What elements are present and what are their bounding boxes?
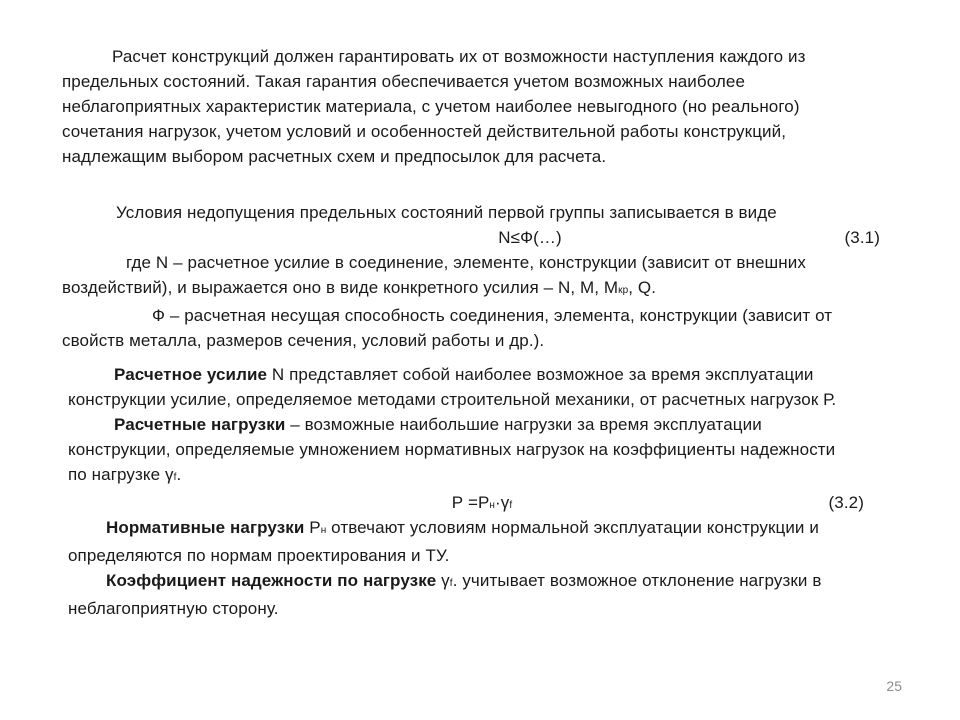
subscript-n: н <box>489 500 496 511</box>
safety-factor-line1 <box>68 568 948 596</box>
subscript-f: f <box>449 578 453 589</box>
safety-factor-line2: неблагоприятную сторону. <box>68 599 279 618</box>
formula-number-3-2: (3.2) <box>828 493 864 512</box>
n-definition-end: , Q. <box>628 278 657 297</box>
normative-loads-line1 <box>68 515 948 543</box>
normative-loads-symbol: Р <box>304 518 321 537</box>
normative-loads-text: отвечают условиям нормальной эксплуатации конструкции и <box>326 518 819 537</box>
text-line: неблагоприятных характеристик материала, с учетом наиболее невыгодного (но реального) <box>62 97 800 116</box>
term-normative-loads: Нормативные нагрузки <box>106 518 305 537</box>
formula-number-3-1: (3.1) <box>844 228 880 247</box>
subscript-f: f <box>509 500 513 511</box>
design-loads-line2: конструкции, определяемые умножением нормативных нагрузок на коэффициенты надежности <box>68 440 836 459</box>
term-design-force: Расчетное усилие <box>114 365 268 384</box>
design-force-line1 <box>68 362 948 387</box>
phi-definition-line1: Ф – расчетная несущая способность соединения, элемента, конструкции (зависит от <box>152 306 833 325</box>
design-loads-line3 <box>68 462 948 490</box>
condition-intro: Условия недопущения предельных состояний первой группы записывается в виде <box>116 203 777 222</box>
text-line: сочетания нагрузок, учетом условий и особенностей действительной работы конструкций, <box>62 122 787 141</box>
n-definition-line2 <box>62 275 922 303</box>
term-safety-factor: Коэффициент надежности по нагрузке <box>106 571 437 590</box>
formula-3-1-row <box>62 225 922 250</box>
subscript-kr: кр <box>618 285 629 296</box>
formula-3-2 <box>452 493 513 512</box>
paragraph-limit-state-condition <box>62 200 922 353</box>
formula-3-2-row <box>68 490 948 515</box>
text-line: надлежащим выбором расчетных схем и предпосылок для расчета. <box>62 147 607 166</box>
text-line: предельных состояний. Такая гарантия обеспечивается учетом возможных наиболее <box>62 72 746 91</box>
paragraph-design-guarantee <box>62 44 922 169</box>
term-design-loads: Расчетные нагрузки <box>114 415 286 434</box>
formula-3-2-dot: ·γ <box>495 493 510 512</box>
design-loads-text: – возможные наибольшие нагрузки за время эксплуатации <box>285 415 762 434</box>
design-loads-line1 <box>68 412 948 437</box>
text-line: Расчет конструкций должен гарантировать их от возможности наступления каждого из <box>112 47 806 66</box>
n-definition-line1: где N – расчетное усилие в соединение, элементе, конструкции (зависит от внешних <box>126 253 806 272</box>
n-definition-text: воздействий), и выражается оно в виде конкретного усилия – N, M, M <box>62 278 619 297</box>
design-force-text: N представляет собой наиболее возможное за время эксплуатации <box>267 365 814 384</box>
design-force-line2: конструкции усилие, определяемое методами строительной механики, от расчетных нагрузок Р. <box>68 390 837 409</box>
safety-factor-symbol: γ <box>436 571 450 590</box>
paragraph-definitions <box>68 362 948 621</box>
formula-3-1: N≤Ф(…) <box>498 228 562 247</box>
formula-3-2-lhs: Р =Р <box>451 493 490 512</box>
page-number: 25 <box>886 678 902 694</box>
design-loads-text-end: по нагрузке γ <box>68 465 174 484</box>
period: . <box>176 465 182 484</box>
safety-factor-text: . учитывает возможное отклонение нагрузки в <box>452 571 822 590</box>
subscript-n: н <box>320 525 327 536</box>
subscript-f: f <box>173 472 177 483</box>
normative-loads-line2: определяются по нормам проектирования и ТУ. <box>68 546 450 565</box>
phi-definition-line2: свойств металла, размеров сечения, условий работы и др.). <box>62 331 545 350</box>
